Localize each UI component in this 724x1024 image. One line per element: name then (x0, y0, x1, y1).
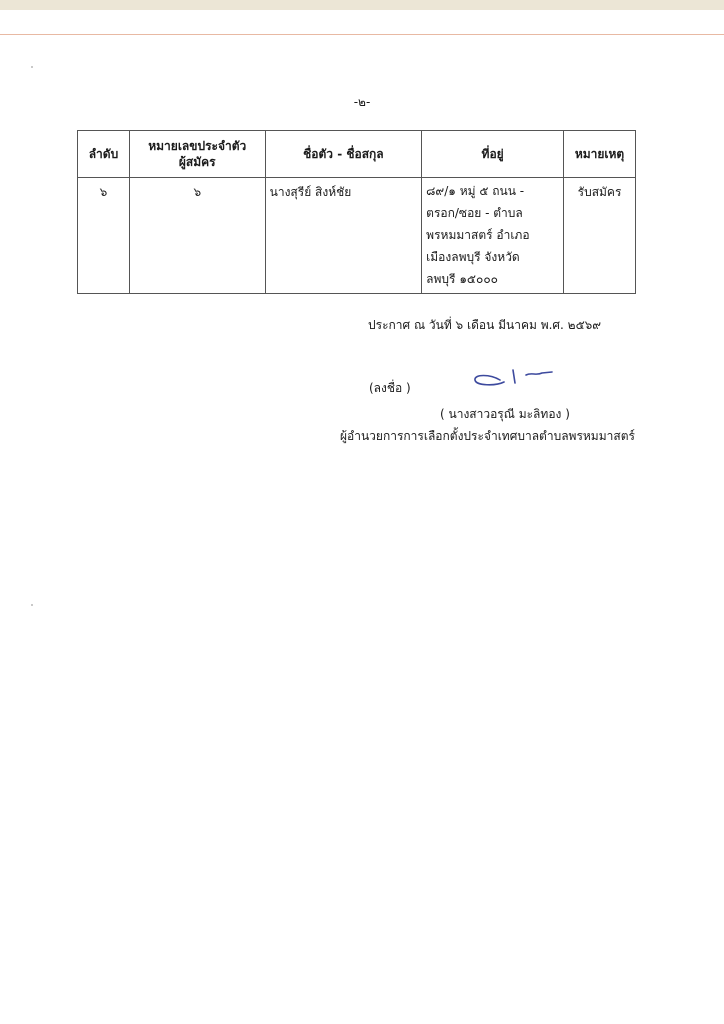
header-order: ลำดับ (78, 131, 130, 178)
address-line: ลพบุรี ๑๕๐๐๐ (426, 272, 498, 286)
scan-speck (31, 66, 33, 68)
address-line: พรหมมาสตร์ อำเภอ (426, 228, 530, 242)
page-number: -๒- (353, 95, 371, 109)
cell-order: ๖ (78, 178, 130, 294)
signer-name: ( นางสาวอรุณี มะลิทอง ) (440, 407, 570, 421)
header-name: ชื่อตัว - ชื่อสกุล (265, 131, 422, 178)
announcement-date: ประกาศ ณ วันที่ ๖ เดือน มีนาคม พ.ศ. ๒๕๖๙ (368, 318, 602, 332)
cell-name: นางสุรีย์ สิงห์ชัย (265, 178, 422, 294)
address-line: ๘๙/๑ หมู่ ๕ ถนน - (426, 184, 525, 198)
header-candidate-number-line1: หมายเลขประจำตัว (148, 139, 247, 153)
header-address: ที่อยู่ (422, 131, 564, 178)
header-rule (0, 34, 724, 35)
signature-stroke-tail (526, 372, 552, 375)
cell-note: รับสมัคร (564, 178, 636, 294)
header-note: หมายเหตุ (564, 131, 636, 178)
table-header-row (78, 131, 636, 178)
signature-stroke-loop (475, 376, 504, 385)
header-candidate-number (129, 131, 265, 178)
address-line: เมืองลพบุรี จังหวัด (426, 250, 520, 264)
scan-speck (31, 604, 33, 606)
signature-label: (ลงชื่อ ) (369, 381, 411, 395)
cell-address (422, 178, 564, 294)
address-line: ตรอก/ซอย - ตำบล (426, 206, 523, 220)
candidate-table (77, 130, 636, 294)
handwritten-signature (470, 364, 560, 392)
table-row (78, 178, 636, 294)
header-candidate-number-line2: ผู้สมัคร (178, 155, 216, 169)
scan-top-strip (0, 0, 724, 10)
signer-position: ผู้อำนวยการการเลือกตั้งประจำเทศบาลตำบลพรหมมาสตร์ (340, 429, 635, 443)
cell-candidate-number: ๖ (129, 178, 265, 294)
signature-stroke-mark (513, 370, 515, 383)
